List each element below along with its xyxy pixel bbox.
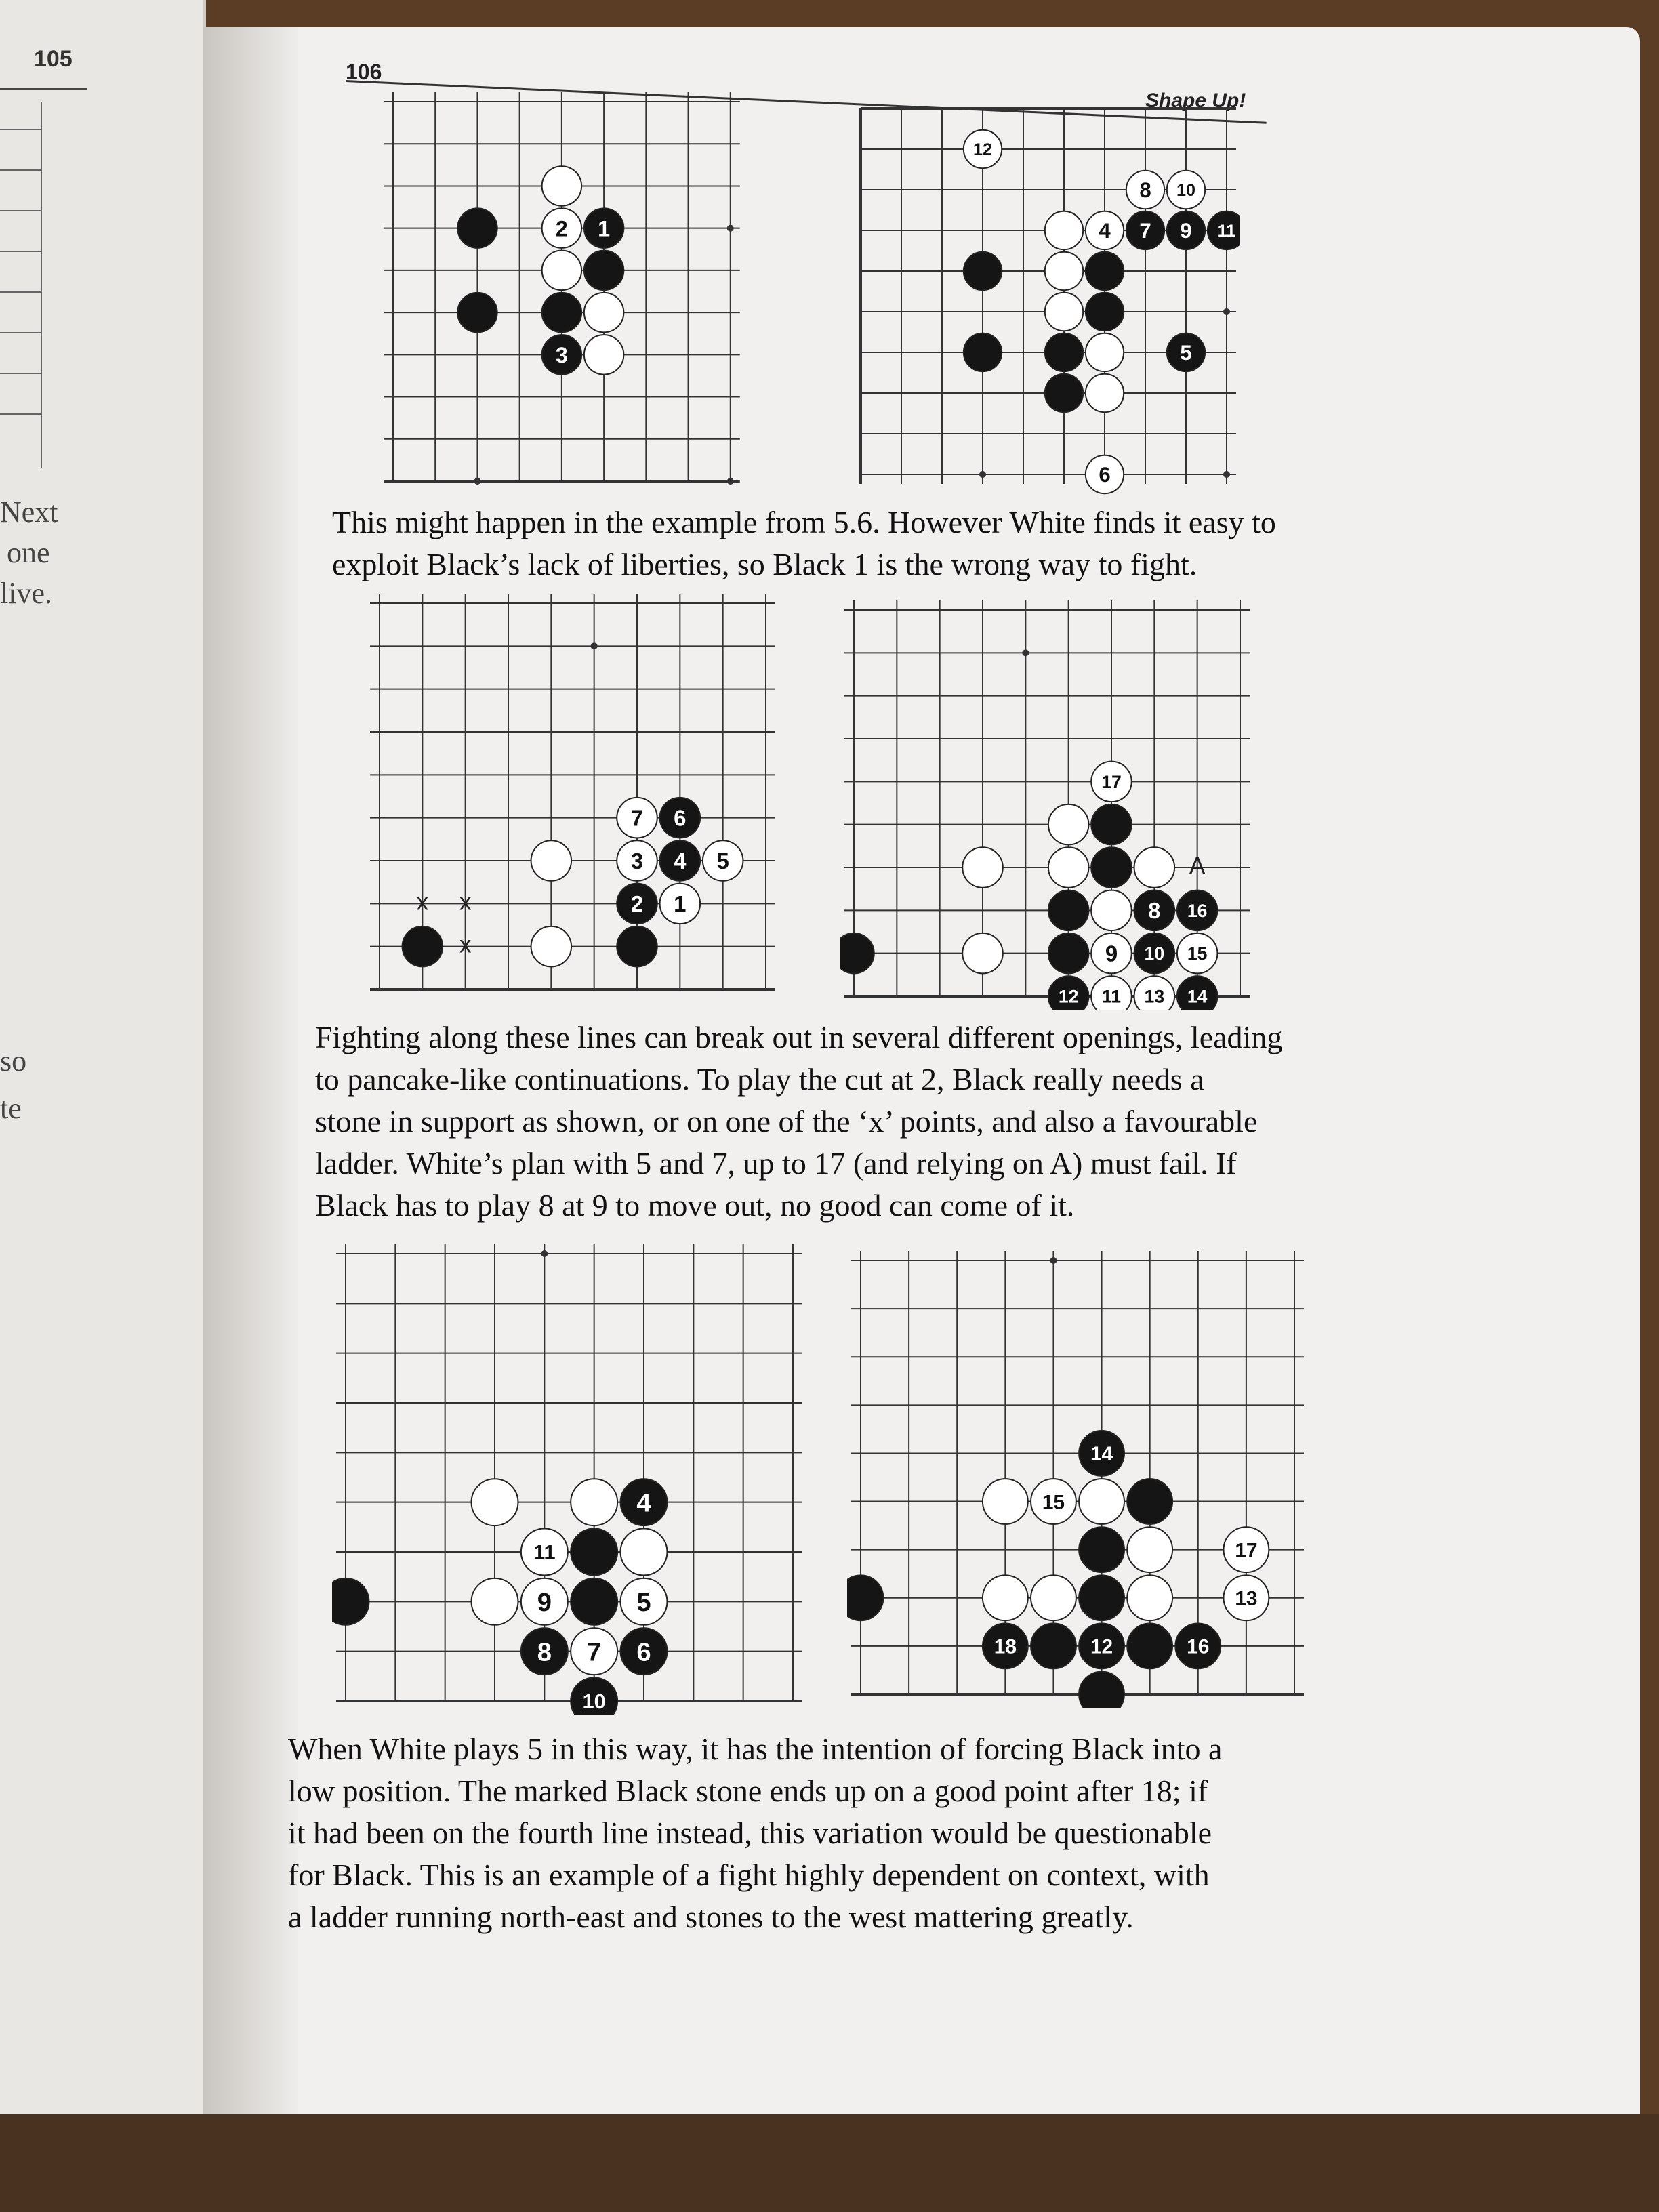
black-stone <box>1127 1479 1172 1524</box>
black-stone <box>1045 333 1083 371</box>
stone-move-number: 9 <box>1105 941 1118 966</box>
black-stone <box>1091 847 1132 888</box>
stone-move-number: 16 <box>1187 900 1208 921</box>
stone-move-number: 6 <box>636 1637 651 1667</box>
white-stone <box>571 1479 617 1525</box>
white-stone <box>1031 1575 1076 1620</box>
black-stone <box>584 251 623 290</box>
white-stone <box>542 166 581 205</box>
text-line: low position. The marked Black stone ends up on a good point after 18; if <box>288 1774 1208 1808</box>
stone-move-number: 15 <box>1042 1491 1065 1514</box>
white-stone <box>621 1529 668 1576</box>
text-line: to pancake-like continuations. To play the cut at 2, Black really needs a <box>315 1062 1204 1097</box>
white-stone <box>1127 1575 1172 1620</box>
stone-move-number: 6 <box>1099 463 1111 487</box>
stone-move-number: 4 <box>1099 219 1111 243</box>
text-line: a ladder running north-east and stones to the west mattering greatly. <box>288 1900 1134 1934</box>
stone-move-number: 4 <box>674 848 687 874</box>
star-point <box>979 471 986 478</box>
black-stone <box>840 933 874 974</box>
black-stone <box>1091 804 1132 845</box>
star-point <box>727 225 734 232</box>
black-stone <box>964 333 1002 371</box>
white-stone <box>983 1575 1028 1620</box>
black-stone <box>847 1575 883 1620</box>
white-stone <box>472 1479 518 1525</box>
black-stone <box>571 1578 617 1625</box>
stone-move-number: 11 <box>1217 222 1236 241</box>
left-text-fragment: one <box>7 536 50 569</box>
white-stone <box>1127 1527 1172 1572</box>
stone-move-number: 9 <box>537 1588 552 1618</box>
paragraph-1 <box>332 501 1276 586</box>
white-stone <box>962 933 1003 974</box>
white-stone <box>1086 374 1124 412</box>
star-point <box>591 642 598 649</box>
black-stone <box>403 926 443 967</box>
stone-move-number: 10 <box>582 1689 606 1714</box>
star-point <box>1223 471 1230 478</box>
star-point <box>1050 1257 1057 1264</box>
star-point <box>1223 308 1230 315</box>
go-diagram-4 <box>840 596 1261 1010</box>
stone-move-number: 7 <box>1139 219 1151 243</box>
white-stone <box>1134 847 1175 888</box>
go-diagram-2 <box>847 95 1240 515</box>
stone-move-number: 18 <box>994 1635 1017 1658</box>
left-text-fragment: so <box>0 1044 27 1078</box>
go-diagram-6 <box>847 1247 1308 1708</box>
white-stone <box>531 840 572 881</box>
black-stone <box>617 926 657 967</box>
text-line: ladder. White’s plan with 5 and 7, up to 17 (and relying on A) must fail. If <box>315 1146 1237 1181</box>
stone-move-number: 12 <box>1058 986 1079 1007</box>
stone-move-number: 4 <box>636 1488 651 1518</box>
left-page <box>0 0 206 2114</box>
text-line: exploit Black’s lack of liberties, so Black 1 is the wrong way to fight. <box>332 547 1197 581</box>
stone-move-number: 6 <box>674 805 687 831</box>
left-text-fragment: live. <box>0 577 52 610</box>
black-stone <box>1031 1623 1076 1668</box>
white-stone <box>1045 252 1083 290</box>
black-stone <box>1079 1575 1124 1620</box>
black-stone <box>1079 1527 1124 1572</box>
star-point <box>541 1250 548 1257</box>
stone-move-number: 15 <box>1187 943 1208 964</box>
running-header-title: Shape Up! <box>1145 89 1246 112</box>
black-stone <box>1045 374 1083 412</box>
page-gutter-shadow <box>203 27 298 2114</box>
white-stone <box>1045 211 1083 249</box>
stone-move-number: 5 <box>1180 341 1192 365</box>
text-line: This might happen in the example from 5.6. However White finds it easy to <box>332 505 1276 539</box>
white-stone <box>472 1578 518 1625</box>
stone-move-number: 3 <box>555 342 568 367</box>
white-stone <box>983 1479 1028 1524</box>
white-stone <box>1045 293 1083 331</box>
stone-move-number: 14 <box>1187 986 1208 1007</box>
text-line: it had been on the fourth line instead, this variation would be questionable <box>288 1816 1212 1850</box>
star-point <box>1022 649 1029 656</box>
left-text-fragment: te <box>0 1092 22 1125</box>
white-stone <box>531 926 572 967</box>
stone-move-number: 2 <box>555 216 568 241</box>
black-stone <box>1048 890 1089 931</box>
left-text-fragment: Next <box>0 495 58 529</box>
paragraph-3 <box>288 1728 1222 1938</box>
stone-move-number: 11 <box>533 1540 556 1565</box>
board-mark: A <box>1189 853 1206 879</box>
page-number: 106 <box>346 60 382 84</box>
black-stone <box>542 293 581 332</box>
stone-move-number: 8 <box>537 1637 552 1667</box>
left-page-header-rule <box>0 88 87 90</box>
stone-move-number: 17 <box>1101 771 1122 792</box>
stone-move-number: 1 <box>674 891 687 917</box>
black-stone <box>1086 293 1124 331</box>
board-mark: x <box>416 888 429 916</box>
stone-move-number: 9 <box>1180 219 1192 243</box>
black-stone <box>1127 1623 1172 1668</box>
black-stone <box>457 208 497 247</box>
black-stone <box>571 1529 617 1576</box>
white-stone <box>1048 804 1089 845</box>
text-line: When White plays 5 in this way, it has the intention of forcing Black into a <box>288 1732 1223 1766</box>
stone-move-number: 11 <box>1101 986 1122 1007</box>
black-stone <box>1086 252 1124 290</box>
white-stone <box>1079 1479 1124 1524</box>
stone-move-number: 17 <box>1235 1539 1258 1562</box>
go-diagram-5 <box>332 1240 806 1715</box>
go-diagram-3 <box>366 590 800 1003</box>
stone-move-number: 7 <box>630 805 644 831</box>
board-mark: x <box>459 931 472 958</box>
black-stone <box>457 293 497 332</box>
white-stone <box>1091 890 1132 931</box>
black-stone <box>332 1578 369 1625</box>
stone-move-number: 8 <box>1148 898 1161 924</box>
text-line: Fighting along these lines can break out in several different openings, leading <box>315 1020 1283 1054</box>
black-stone <box>1048 933 1089 974</box>
paragraph-2 <box>315 1017 1282 1227</box>
board-mark: x <box>459 888 472 916</box>
star-point <box>474 478 480 485</box>
stone-move-number: 10 <box>1144 943 1165 964</box>
white-stone <box>584 335 623 374</box>
left-page-diagram-fragment <box>0 102 42 468</box>
text-line: stone in support as shown, or on one of the ‘x’ points, and also a favourable <box>315 1104 1258 1139</box>
black-stone <box>964 252 1002 290</box>
stone-move-number: 14 <box>1090 1443 1113 1466</box>
text-line: for Black. This is an example of a fight highly dependent on context, with <box>288 1858 1210 1892</box>
table-surface <box>0 2114 1659 2212</box>
stone-move-number: 5 <box>636 1588 651 1618</box>
stone-move-number: 10 <box>1176 181 1196 201</box>
stone-move-number: 13 <box>1235 1587 1258 1610</box>
stone-move-number: 13 <box>1144 986 1165 1007</box>
white-stone <box>1086 333 1124 371</box>
white-stone <box>962 847 1003 888</box>
black-stone <box>1079 1672 1124 1708</box>
stone-move-number: 1 <box>598 216 611 241</box>
stone-move-number: 12 <box>972 140 993 160</box>
stone-move-number: 7 <box>587 1637 602 1667</box>
white-stone <box>1048 847 1089 888</box>
stone-move-number: 8 <box>1139 178 1151 203</box>
stone-move-number: 5 <box>716 848 729 874</box>
stone-move-number: 2 <box>630 891 644 917</box>
stone-move-number: 12 <box>1090 1635 1113 1658</box>
white-stone <box>542 251 581 290</box>
white-stone <box>584 293 623 332</box>
stone-move-number: 3 <box>630 848 644 874</box>
text-line: Black has to play 8 at 9 to move out, no good can come of it. <box>315 1188 1075 1223</box>
stone-move-number: 16 <box>1187 1635 1210 1658</box>
left-page-number: 105 <box>34 46 73 72</box>
go-diagram-1 <box>380 88 800 495</box>
star-point <box>727 478 734 485</box>
